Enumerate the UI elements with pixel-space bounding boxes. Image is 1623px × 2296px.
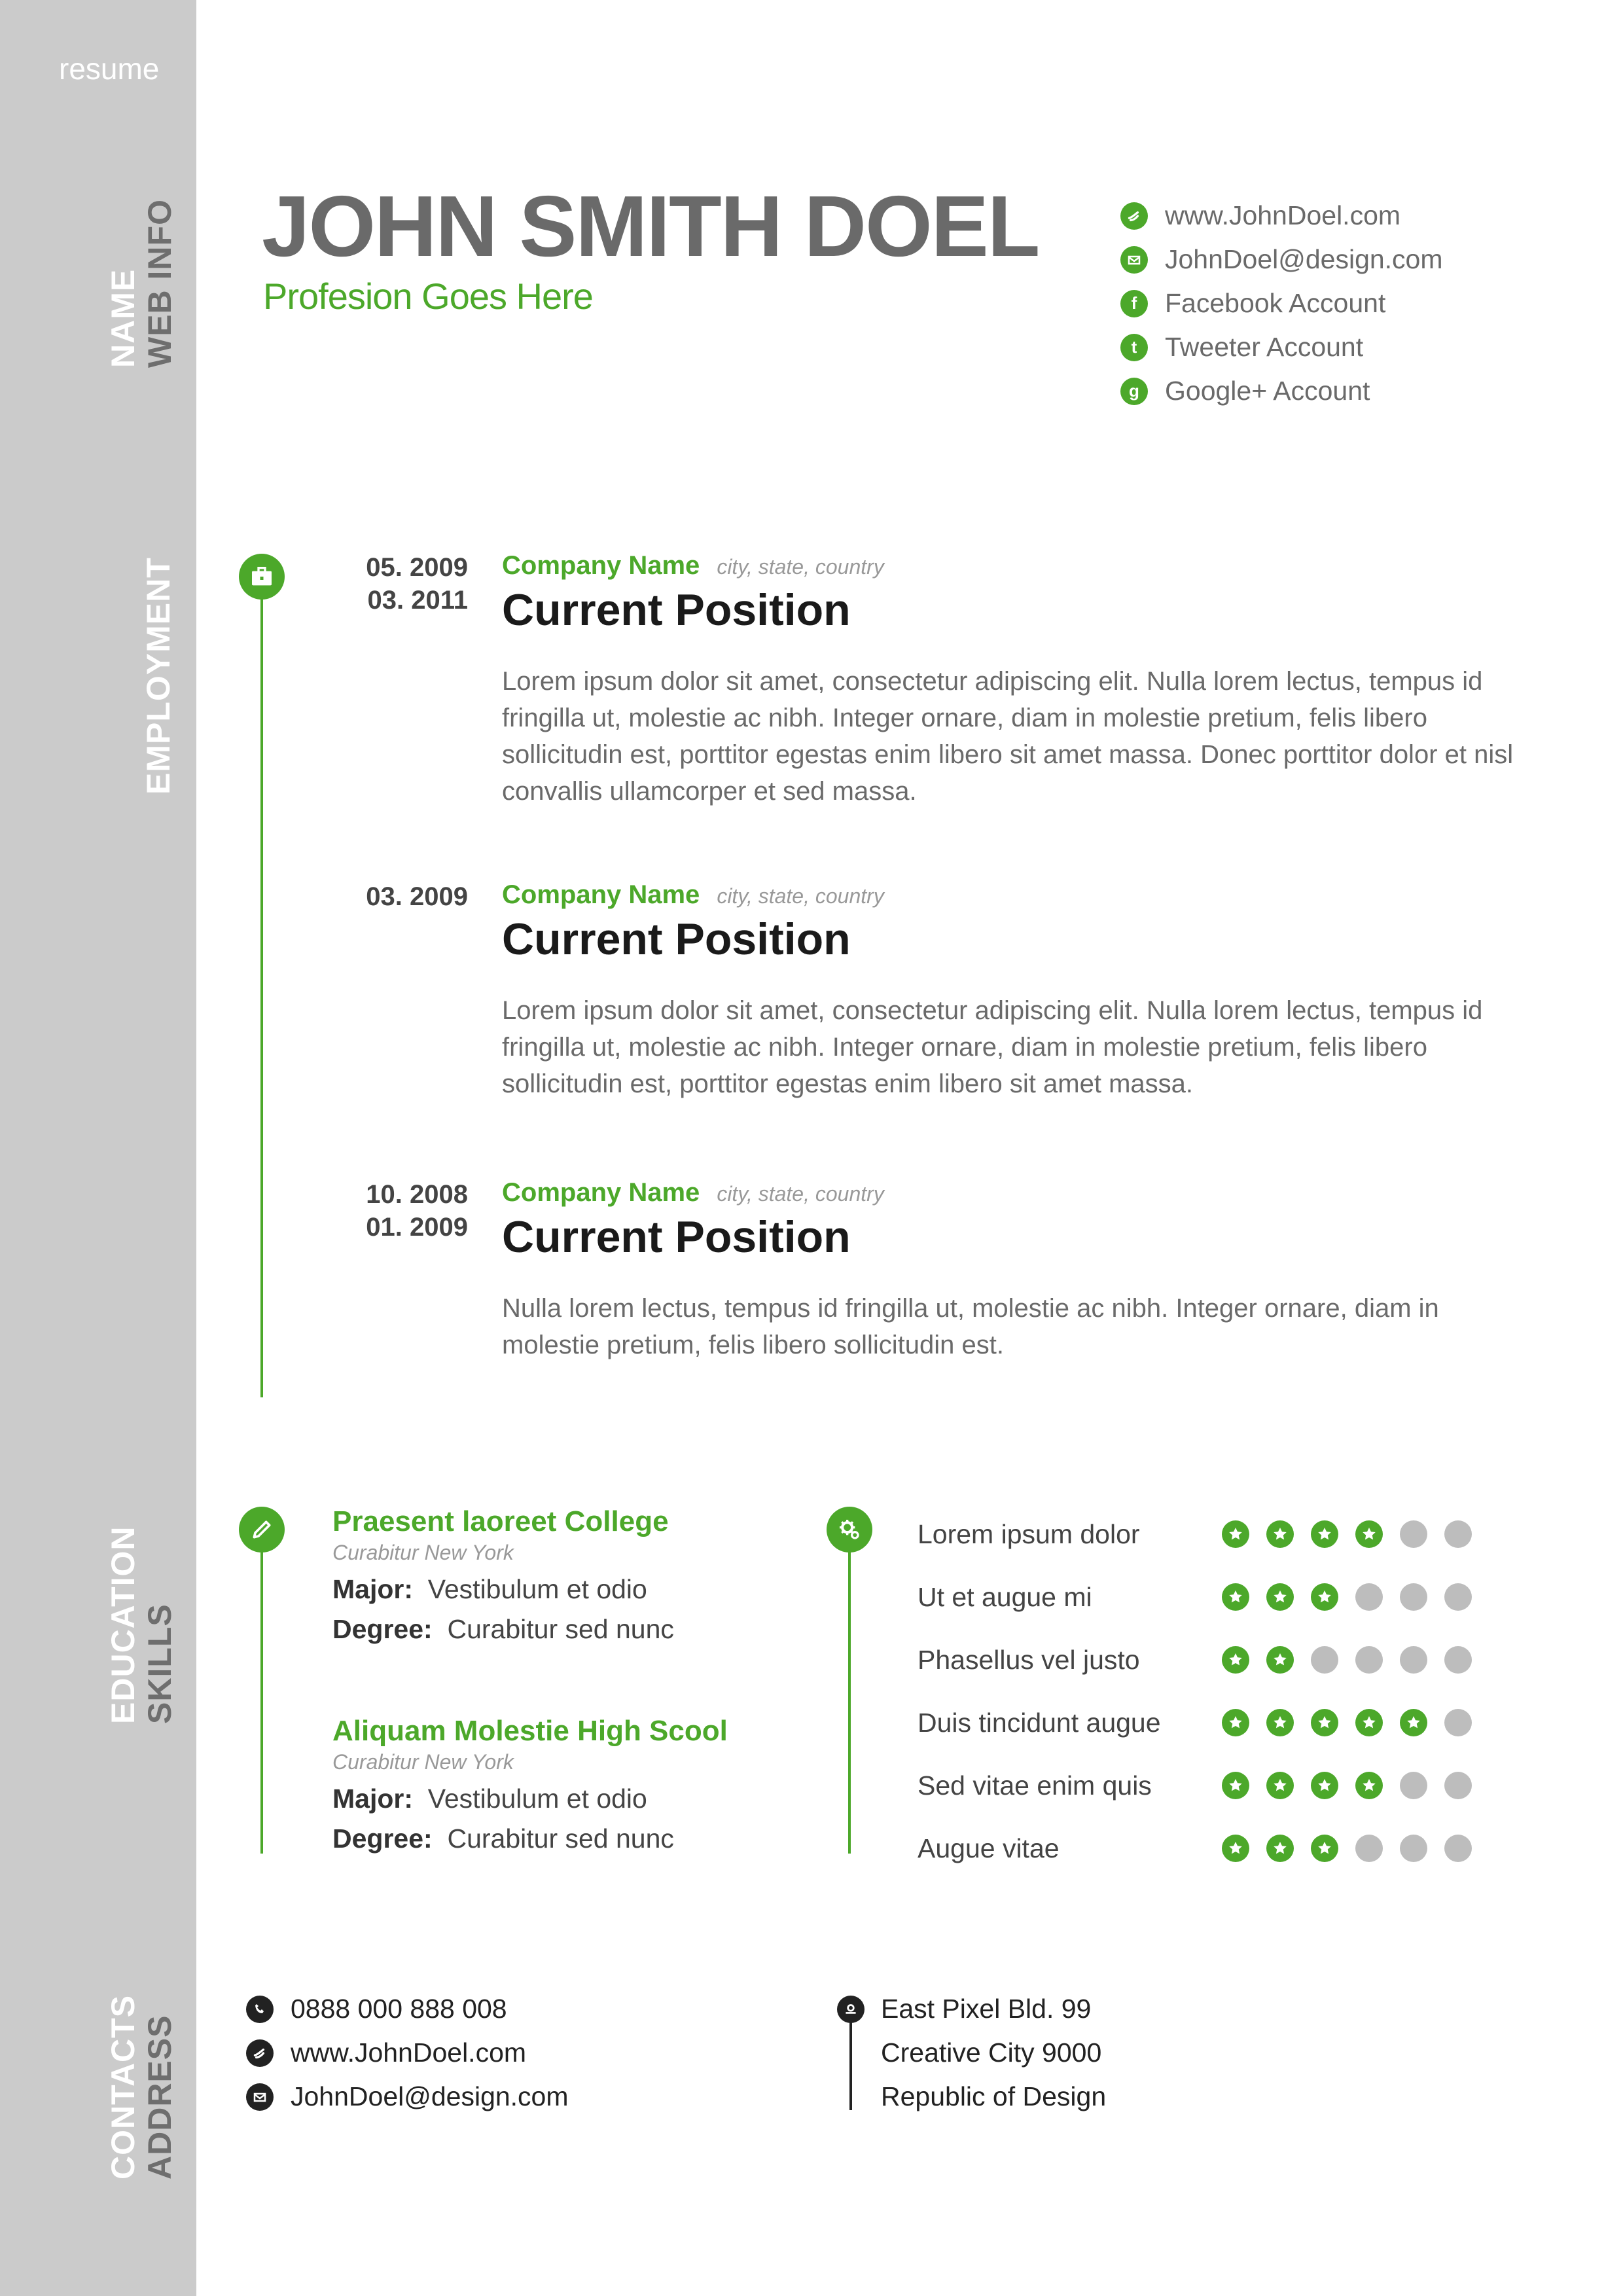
skill-name: Sed vitae enim quis: [918, 1770, 1152, 1801]
skill-rating: [1222, 1709, 1489, 1736]
web-info-text: www.JohnDoel.com: [1165, 200, 1401, 230]
rating-star-icon: [1311, 1835, 1338, 1862]
gears-icon: [836, 1516, 863, 1543]
address-block: [881, 1987, 1106, 2119]
contact-text: www.JohnDoel.com: [291, 2037, 527, 2068]
location-icon: [837, 1996, 865, 2023]
globe-icon: [246, 2039, 274, 2067]
employment-details: [502, 1178, 1536, 1363]
rating-star-icon: [1222, 1835, 1249, 1862]
pencil-icon: [249, 1516, 275, 1543]
section-label-secondary: SKILLS: [141, 1604, 178, 1724]
company-location: city, state, country: [717, 884, 884, 908]
address-line-2: Creative City 9000: [881, 2037, 1102, 2068]
employment-dates: [357, 551, 468, 617]
skill-rating: [1222, 1583, 1489, 1611]
skill-name: Phasellus vel justo: [918, 1644, 1140, 1675]
rating-empty-dot: [1400, 1583, 1427, 1611]
degree-label: Degree:: [332, 1823, 433, 1854]
section-label-secondary: WEB INFO: [141, 199, 178, 368]
rating-empty-dot: [1400, 1646, 1427, 1674]
address-line-3: Republic of Design: [881, 2081, 1107, 2111]
rating-empty-dot: [1400, 1520, 1427, 1548]
address-line: [849, 2009, 852, 2110]
sidebar: [0, 0, 196, 2296]
rating-star-icon: [1222, 1709, 1249, 1736]
major-value: Vestibulum et odio: [427, 1574, 647, 1604]
skill-name: Ut et augue mi: [918, 1581, 1092, 1612]
skill-row: [918, 1628, 1489, 1691]
section-label-name-webinfo: [105, 199, 178, 368]
rating-star-icon: [1311, 1583, 1338, 1611]
rating-star-icon: [1266, 1646, 1294, 1674]
rating-empty-dot: [1400, 1772, 1427, 1799]
employment-dates: [357, 1178, 468, 1244]
major-value: Vestibulum et odio: [427, 1784, 647, 1814]
skill-name: Lorem ipsum dolor: [918, 1518, 1140, 1549]
date-from: 03. 2009: [366, 882, 468, 911]
web-info-email[interactable]: [1120, 238, 1443, 281]
section-label-employment: [140, 557, 177, 795]
briefcase-icon: [249, 564, 275, 590]
position-description: Nulla lorem lectus, tempus id fringilla ut, molestie ac nibh. Integer ornare, diam in molestie pretium, felis libero sollicitudin est.: [502, 1294, 1439, 1359]
contact-website[interactable]: [246, 2031, 569, 2075]
employment-dates: [357, 880, 468, 913]
skill-rating: [1222, 1646, 1489, 1674]
rating-empty-dot: [1444, 1709, 1472, 1736]
skill-row: [918, 1691, 1489, 1754]
education-timeline-line: [260, 1529, 263, 1854]
email-icon: [1120, 246, 1148, 274]
skill-rating: [1222, 1835, 1489, 1862]
address-line-1: East Pixel Bld. 99: [881, 1994, 1092, 2024]
employment-timeline-line: [260, 576, 263, 1397]
education-entry: [332, 1715, 830, 1854]
rating-star-icon: [1311, 1772, 1338, 1799]
degree-value: Curabitur sed nunc: [447, 1823, 674, 1854]
web-info-facebook[interactable]: [1120, 281, 1443, 325]
rating-star-icon: [1222, 1583, 1249, 1611]
section-label-primary: NAME: [105, 268, 141, 368]
major-row: [332, 1574, 830, 1605]
contact-text: JohnDoel@design.com: [291, 2081, 569, 2111]
company-line: [502, 551, 1536, 581]
email-icon: [246, 2083, 274, 2111]
skill-name: Duis tincidunt augue: [918, 1707, 1161, 1738]
rating-star-icon: [1222, 1520, 1249, 1548]
date-to: 03. 2011: [367, 586, 468, 615]
rating-star-icon: [1266, 1772, 1294, 1799]
school-location: Curabitur New York: [332, 1750, 514, 1774]
rating-star-icon: [1222, 1646, 1249, 1674]
web-info-twitter[interactable]: [1120, 325, 1443, 369]
web-info-text: Tweeter Account: [1165, 332, 1364, 362]
web-info-text: JohnDoel@design.com: [1165, 244, 1443, 274]
position-title: Current Position: [502, 914, 851, 964]
company-location: city, state, country: [717, 555, 884, 579]
facebook-icon: f: [1120, 290, 1148, 317]
rating-empty-dot: [1444, 1520, 1472, 1548]
resume-tag: resume: [59, 52, 160, 86]
web-info-googleplus[interactable]: [1120, 369, 1443, 413]
section-label-education-skills: [105, 1526, 178, 1724]
rating-star-icon: [1355, 1772, 1383, 1799]
degree-row: [332, 1614, 830, 1645]
degree-row: [332, 1823, 830, 1854]
position-description: Lorem ipsum dolor sit amet, consectetur adipiscing elit. Nulla lorem lectus, tempus id fringilla ut, molestie ac nibh. Integer ornare, diam in molestie pretium, felis libero sollicitudin est, porttitor egestas enim libero sit amet massa.: [502, 996, 1483, 1098]
phone-icon: [246, 1996, 274, 2023]
skill-rating: [1222, 1772, 1489, 1799]
school-name: Praesent laoreet College: [332, 1505, 669, 1537]
rating-star-icon: [1266, 1583, 1294, 1611]
company-name: Company Name: [502, 880, 700, 909]
rating-empty-dot: [1444, 1772, 1472, 1799]
section-label-primary: EMPLOYMENT: [140, 557, 177, 795]
web-info-list: [1120, 194, 1443, 413]
contacts-list: [246, 1987, 569, 2119]
person-name: JOHN SMITH DOEL: [262, 178, 1039, 274]
school-name: Aliquam Molestie High Scool: [332, 1715, 728, 1747]
education-node: [239, 1507, 285, 1552]
rating-empty-dot: [1444, 1646, 1472, 1674]
skill-rating: [1222, 1520, 1489, 1548]
employment-node: [239, 554, 285, 600]
employment-details: [502, 880, 1536, 1102]
company-location: city, state, country: [717, 1182, 884, 1206]
skills-node: [827, 1507, 872, 1552]
date-from: 10. 2008: [366, 1180, 468, 1209]
skill-row: [918, 1566, 1489, 1628]
profession: Profesion Goes Here: [263, 276, 593, 317]
skill-row: [918, 1754, 1489, 1817]
section-label-secondary: ADDRESS: [141, 2015, 178, 2179]
company-name: Company Name: [502, 1178, 700, 1207]
rating-star-icon: [1311, 1709, 1338, 1736]
rating-empty-dot: [1400, 1835, 1427, 1862]
major-label: Major:: [332, 1784, 413, 1814]
rating-star-icon: [1355, 1520, 1383, 1548]
contact-text: 0888 000 888 008: [291, 1994, 507, 2024]
skill-row: [918, 1817, 1489, 1880]
skills-list: [918, 1503, 1489, 1880]
position-title: Current Position: [502, 585, 851, 635]
rating-star-icon: [1266, 1835, 1294, 1862]
rating-star-icon: [1222, 1772, 1249, 1799]
skill-row: [918, 1503, 1489, 1566]
company-line: [502, 880, 1536, 910]
rating-star-icon: [1266, 1709, 1294, 1736]
contact-email[interactable]: [246, 2075, 569, 2119]
date-to: 01. 2009: [366, 1213, 468, 1242]
globe-icon: [1120, 202, 1148, 230]
rating-star-icon: [1266, 1520, 1294, 1548]
major-label: Major:: [332, 1574, 413, 1604]
rating-empty-dot: [1311, 1646, 1338, 1674]
section-label-primary: EDUCATION: [105, 1526, 141, 1724]
rating-empty-dot: [1444, 1835, 1472, 1862]
company-line: [502, 1178, 1536, 1208]
company-name: Company Name: [502, 551, 700, 580]
employment-details: [502, 551, 1536, 810]
rating-empty-dot: [1355, 1646, 1383, 1674]
school-location: Curabitur New York: [332, 1541, 514, 1564]
rating-star-icon: [1311, 1520, 1338, 1548]
rating-star-icon: [1400, 1709, 1427, 1736]
position-description: Lorem ipsum dolor sit amet, consectetur adipiscing elit. Nulla lorem lectus, tempus id fringilla ut, molestie ac nibh. Integer ornare, diam in molestie pretium, felis libero sollicitudin est, porttitor egestas enim libero sit amet massa. Donec porttitor dolor et nisl convallis ullamcorper et sed massa.: [502, 667, 1514, 806]
date-from: 05. 2009: [366, 553, 468, 582]
web-info-text: Google+ Account: [1165, 376, 1370, 406]
education-entry: [332, 1505, 830, 1645]
position-title: Current Position: [502, 1212, 851, 1262]
twitter-icon: t: [1120, 334, 1148, 361]
skill-name: Augue vitae: [918, 1833, 1060, 1863]
web-info-text: Facebook Account: [1165, 288, 1386, 318]
major-row: [332, 1784, 830, 1814]
rating-empty-dot: [1355, 1835, 1383, 1862]
degree-value: Curabitur sed nunc: [447, 1614, 674, 1644]
rating-star-icon: [1355, 1709, 1383, 1736]
googleplus-icon: g: [1120, 378, 1148, 405]
rating-empty-dot: [1444, 1583, 1472, 1611]
section-label-primary: CONTACTS: [105, 1994, 141, 2179]
rating-empty-dot: [1355, 1583, 1383, 1611]
contact-phone[interactable]: [246, 1987, 569, 2031]
section-label-contacts-address: [105, 1995, 178, 2179]
degree-label: Degree:: [332, 1614, 433, 1644]
web-info-website[interactable]: [1120, 194, 1443, 238]
skills-timeline-line: [848, 1529, 851, 1854]
